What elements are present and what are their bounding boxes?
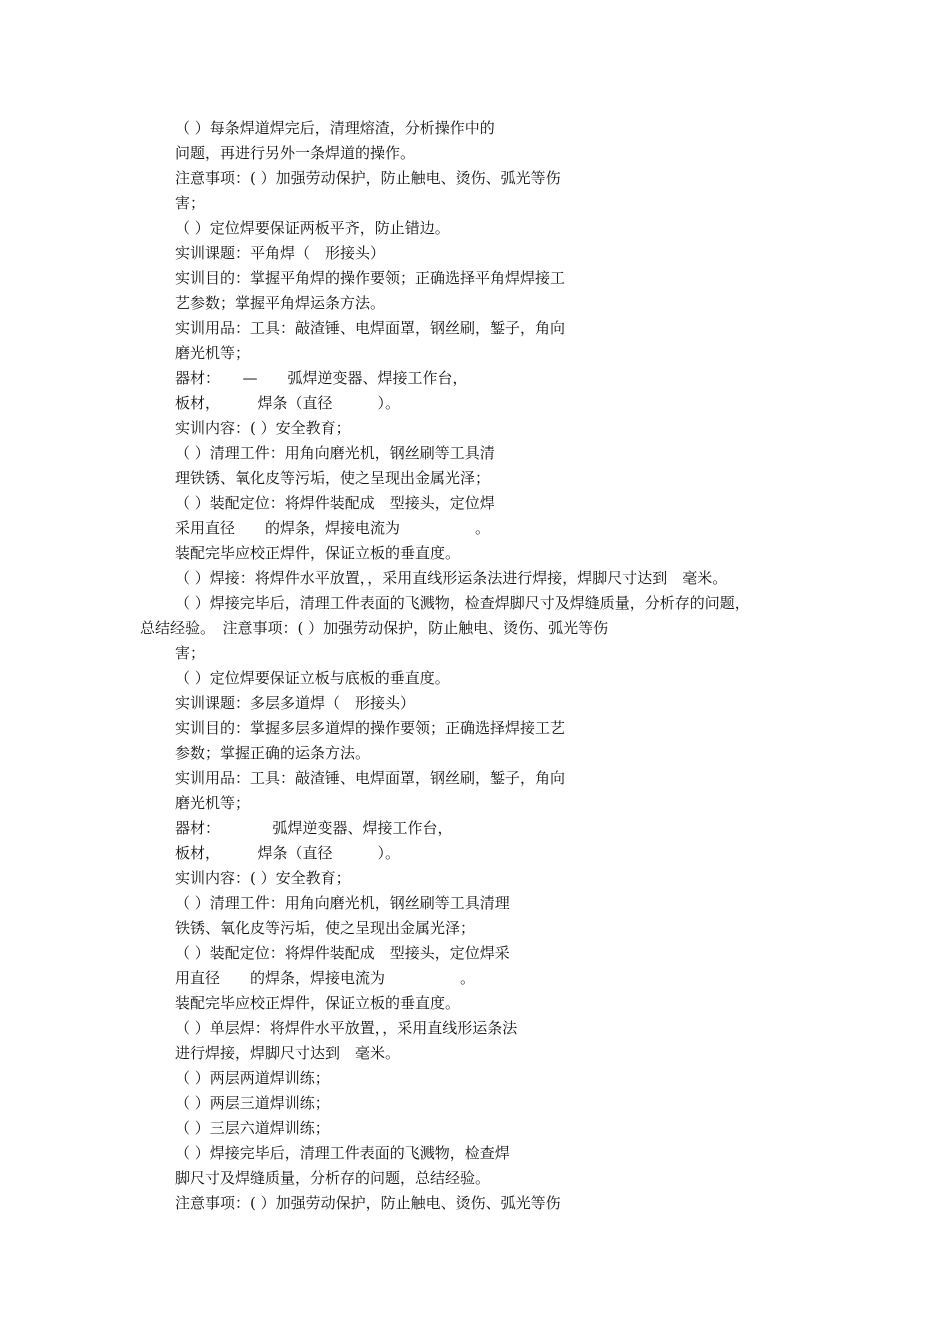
text-line: 实训内容：( ）安全教育； <box>175 419 351 437</box>
text-line: （ ）单层焊：将焊件水平放置，，采用直线形运条法 <box>175 1019 518 1037</box>
text-line: 实训用品：工具：敲渣锤、电焊面罩，钢丝刷，錾子，角向 <box>175 769 566 787</box>
text-line: 磨光机等； <box>175 794 251 812</box>
text-line: 总结经验。 注意事项：( ）加强劳动保护，防止触电、烫伤、弧光等伤 <box>140 619 609 637</box>
text-line: 磨光机等； <box>175 344 251 362</box>
text-line: （ ）装配定位：将焊件装配成 型接头，定位焊 <box>175 494 495 512</box>
text-line: 实训课题：平角焊（ 形接头） <box>175 244 386 262</box>
text-line: 注意事项：( ）加强劳动保护，防止触电、烫伤、弧光等伤 <box>175 169 561 187</box>
text-line: 问题，再进行另外一条焊道的操作。 <box>175 144 416 162</box>
text-line: （ ）焊接完毕后，清理工件表面的飞溅物，检查焊脚尺寸及焊缝质量，分析存的问题， <box>175 594 750 612</box>
text-line: （ ）装配定位：将焊件装配成 型接头，定位焊采 <box>175 944 510 962</box>
text-line: 脚尺寸及焊缝质量，分析存的问题，总结经验。 <box>175 1169 491 1187</box>
text-line: 艺参数；掌握平角焊运条方法。 <box>175 294 386 312</box>
text-line: 器材： — 弧焊逆变器、焊接工作台， <box>175 369 468 387</box>
text-line: 害； <box>175 644 206 662</box>
text-line: （ ）两层两道焊训练； <box>175 1069 330 1087</box>
text-line: 注意事项：( ）加强劳动保护，防止触电、烫伤、弧光等伤 <box>175 1194 561 1212</box>
text-line: 铁锈、氧化皮等污垢，使之呈现出金属光泽； <box>175 919 476 937</box>
text-line: 用直径 的焊条，焊接电流为 。 <box>175 969 476 987</box>
text-line: 采用直径 的焊条，焊接电流为 。 <box>175 519 491 537</box>
text-line: （ ）焊接完毕后，清理工件表面的飞溅物，检查焊 <box>175 1144 510 1162</box>
text-line: 实训课题：多层多道焊（ 形接头） <box>175 694 416 712</box>
text-line: 器材： 弧焊逆变器、焊接工作台， <box>175 819 453 837</box>
text-line: （ ）定位焊要保证立板与底板的垂直度。 <box>175 669 450 687</box>
text-line: 板材， 焊条（直径 ）。 <box>175 844 401 862</box>
text-line: 参数；掌握正确的运条方法。 <box>175 744 371 762</box>
text-line: （ ）清理工件：用角向磨光机，钢丝刷等工具清 <box>175 444 495 462</box>
text-line: 装配完毕应校正焊件，保证立板的垂直度。 <box>175 994 461 1012</box>
text-line: 害； <box>175 194 206 212</box>
text-line: 实训目的：掌握多层多道焊的操作要领；正确选择焊接工艺 <box>175 719 566 737</box>
text-line: （ ）定位焊要保证两板平齐，防止错边。 <box>175 219 450 237</box>
text-line: 进行焊接，焊脚尺寸达到 毫米。 <box>175 1044 401 1062</box>
text-line: 板材， 焊条（直径 ）。 <box>175 394 401 412</box>
text-line: 实训用品：工具：敲渣锤、电焊面罩，钢丝刷，錾子，角向 <box>175 319 566 337</box>
text-line: 理铁锈、氧化皮等污垢，使之呈现出金属光泽； <box>175 469 491 487</box>
text-line: 装配完毕应校正焊件，保证立板的垂直度。 <box>175 544 461 562</box>
text-line: （ ）两层三道焊训练； <box>175 1094 330 1112</box>
text-line: （ ）每条焊道焊完后，清理熔渣，分析操作中的 <box>175 119 495 137</box>
text-line: （ ）焊接：将焊件水平放置，，采用直线形运条法进行焊接，焊脚尺寸达到 毫米。 <box>175 569 728 587</box>
text-line: （ ）清理工件：用角向磨光机，钢丝刷等工具清理 <box>175 894 510 912</box>
text-line: 实训内容：( ）安全教育； <box>175 869 351 887</box>
text-line: 实训目的：掌握平角焊的操作要领；正确选择平角焊焊接工 <box>175 269 566 287</box>
text-line: （ ）三层六道焊训练； <box>175 1119 330 1137</box>
